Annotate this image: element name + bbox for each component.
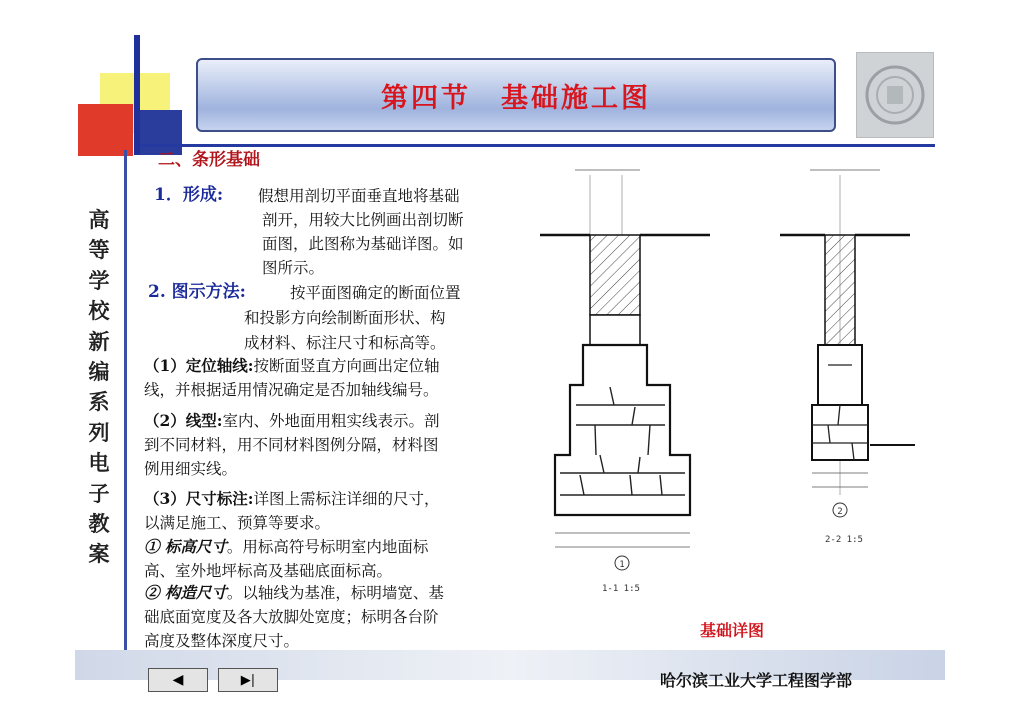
item1-label: 1．形成: xyxy=(154,185,224,205)
decor-left-rule xyxy=(124,150,127,660)
para-construction: ② 构造尺寸。以轴线为基准，标明墙宽、基 xyxy=(144,583,444,602)
section-label-2-2: 2-2 1:5 xyxy=(825,535,863,545)
figure-caption: 基础详图 xyxy=(700,621,765,640)
prev-page-button[interactable] xyxy=(148,668,208,692)
side-vertical-title: 高 等 学 校 新 编 系 列 电 子 教 案 xyxy=(88,207,110,567)
foundation-detail-drawing xyxy=(540,155,940,600)
section-1-1 xyxy=(540,170,710,594)
arrow-left-icon: ◀ xyxy=(172,672,184,688)
decor-vertical-bar xyxy=(134,35,140,155)
axis-label-1: 1 xyxy=(619,560,625,570)
item1-line: 假想用剖切平面垂直地将基础 xyxy=(258,187,460,205)
section-label-1-1: 1-1 1:5 xyxy=(602,584,640,594)
para-dimension-cont: 以满足施工、预算等要求。 xyxy=(144,514,331,532)
item2-label: 2. 图示方法: xyxy=(148,282,246,302)
axis-label-2: 2 xyxy=(837,507,843,517)
para-linetype: （2）线型:室内、外地面用粗实线表示。剖 xyxy=(144,411,440,430)
para-dimension: （3）尺寸标注:详图上需标注详细的尺寸， xyxy=(144,489,440,508)
decor-red-block xyxy=(78,104,133,156)
university-logo xyxy=(856,52,934,138)
para-linetype-cont: 到不同材料，用不同材料图例分隔，材料图 xyxy=(144,436,439,454)
footer-org: 哈尔滨工业大学工程图学部 xyxy=(660,671,853,690)
section-heading: 二、条形基础 xyxy=(158,150,260,170)
para-elevation-cont: 高、室外地坪标高及基础底面标高。 xyxy=(144,562,393,580)
para-axis-cont: 线，并根据适用情况确定是否加轴线编号。 xyxy=(144,381,439,399)
para-construction-cont: 础底面宽度及各大放脚处宽度；标明各台阶 xyxy=(144,608,439,626)
next-page-button[interactable] xyxy=(218,668,278,692)
para-elevation: ① 标高尺寸。用标高符号标明室内地面标 xyxy=(144,537,429,556)
para-linetype-cont: 例用细实线。 xyxy=(144,460,238,478)
logo-emblem-icon xyxy=(863,60,927,130)
item2-line: 成材料、标注尺寸和标高等。 xyxy=(244,334,446,352)
page-title: 第四节 基础施工图 xyxy=(381,82,651,114)
para-construction-cont: 高度及整体深度尺寸。 xyxy=(144,632,300,650)
item1-line: 图所示。 xyxy=(262,259,325,277)
section-2-2 xyxy=(780,170,915,545)
arrow-right-end-icon: ▶| xyxy=(240,672,256,688)
decor-top-rule xyxy=(140,144,935,147)
item2-line: 按平面图确定的断面位置 xyxy=(290,284,461,302)
item1-line: 剖开，用较大比例画出剖切断 xyxy=(262,211,464,229)
para-axis: （1）定位轴线:按断面竖直方向画出定位轴 xyxy=(144,356,440,375)
item2-line: 和投影方向绘制断面形状、构 xyxy=(244,309,446,327)
item1-line: 面图，此图称为基础详图。如 xyxy=(262,235,464,253)
